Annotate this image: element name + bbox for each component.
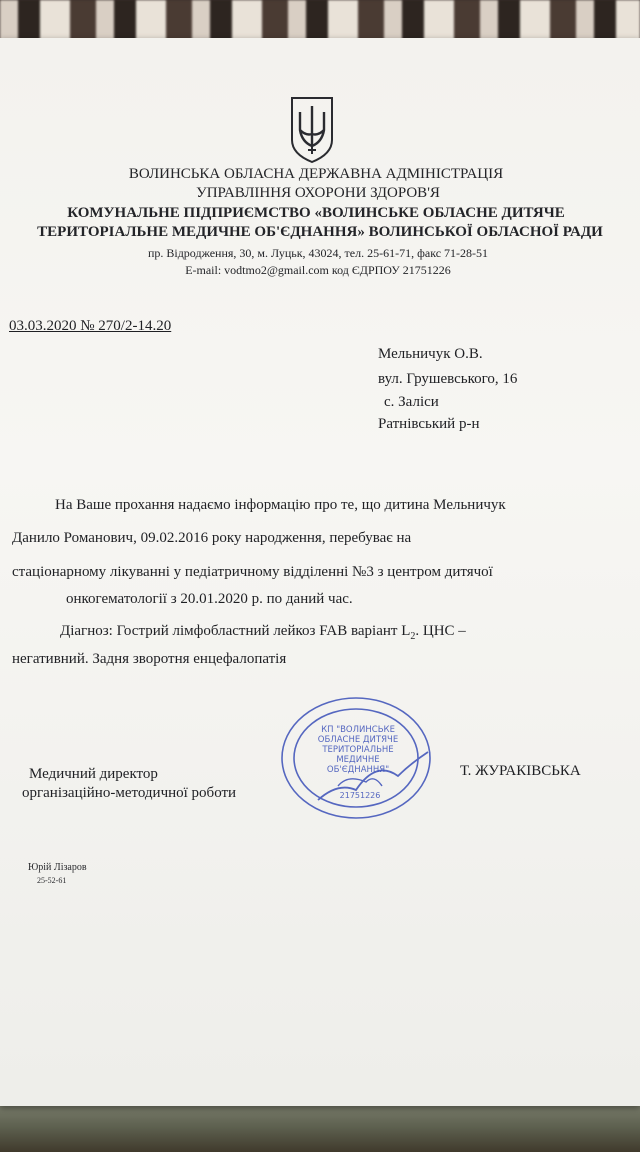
addressee-street: вул. Грушевського, 16 — [378, 371, 518, 387]
diagnosis-text: Діагноз: Гострий лімфобластний лейкоз FAB варіант L — [60, 623, 411, 639]
stamp-text: МЕДИЧНЕ — [336, 755, 380, 765]
signatory-title-line1: Медичний директор — [29, 766, 158, 782]
stamp-text: КП "ВОЛИНСЬКЕ — [321, 725, 395, 735]
stamp-code: 21751226 — [339, 791, 381, 800]
signatory-name: Т. ЖУРАКІВСЬКА — [460, 763, 581, 779]
body-paragraph-line: стаціонарному лікуванні у педіатричному відділенні №3 з центром дитячої — [12, 564, 493, 580]
addressee-village: с. Заліси — [384, 394, 439, 410]
stamp-text: ОБЛАСНЕ ДИТЯЧЕ — [317, 735, 399, 745]
signatory-title-line2: організаційно-методичної роботи — [22, 785, 237, 801]
body-paragraph-line: На Ваше прохання надаємо інформацію про те, що дитина Мельничук — [55, 497, 506, 513]
diagnosis-line-2: негативний. Задня зворотня енцефалопатія — [12, 651, 287, 667]
reference-number: 03.03.2020 № 270/2-14.20 — [9, 318, 172, 334]
body-paragraph-line: онкогематології з 20.01.2020 р. по даний час. — [66, 591, 353, 607]
trident-emblem-icon — [288, 96, 336, 164]
header-line-enterprise-cont: ТЕРИТОРІАЛЬНЕ МЕДИЧНЕ ОБ'ЄДНАННЯ» ВОЛИНСЬКОЇ ОБЛАСНОЇ РАДИ — [37, 224, 603, 240]
header-line-address: пр. Відродження, 30, м. Луцьк, 43024, тел. 25-61-71, факс 71-28-51 — [147, 246, 489, 260]
header-line-department: УПРАВЛІННЯ ОХОРОНИ ЗДОРОВ'Я — [196, 185, 440, 201]
official-stamp — [278, 690, 442, 822]
header-line-administration: ВОЛИНСЬКА ОБЛАСНА ДЕРЖАВНА АДМІНІСТРАЦІЯ — [128, 166, 504, 182]
body-paragraph-line: Данило Романович, 09.02.2016 року народження, перебуває на — [12, 530, 412, 546]
stamp-text: ОБ'ЄДНАННЯ" — [326, 765, 390, 775]
diagnosis-line — [60, 623, 466, 642]
addressee-name: Мельничук О.В. — [378, 346, 483, 362]
header-line-email: E-mail: vodtmo2@gmail.com код ЄДРПОУ 21751226 — [185, 263, 451, 277]
executor-phone: 25-52-61 — [37, 876, 67, 885]
diagnosis-subscript: 2 — [410, 631, 416, 642]
header-line-enterprise: КОМУНАЛЬНЕ ПІДПРИЄМСТВО «ВОЛИНСЬКЕ ОБЛАСНЕ ДИТЯЧЕ — [67, 205, 565, 221]
executor-name: Юрій Лізаров — [28, 862, 87, 873]
addressee-district: Ратнівський р-н — [378, 416, 480, 432]
diagnosis-text-end: . ЦНС – — [415, 623, 466, 639]
stamp-text: ТЕРИТОРІАЛЬНЕ — [322, 745, 394, 755]
